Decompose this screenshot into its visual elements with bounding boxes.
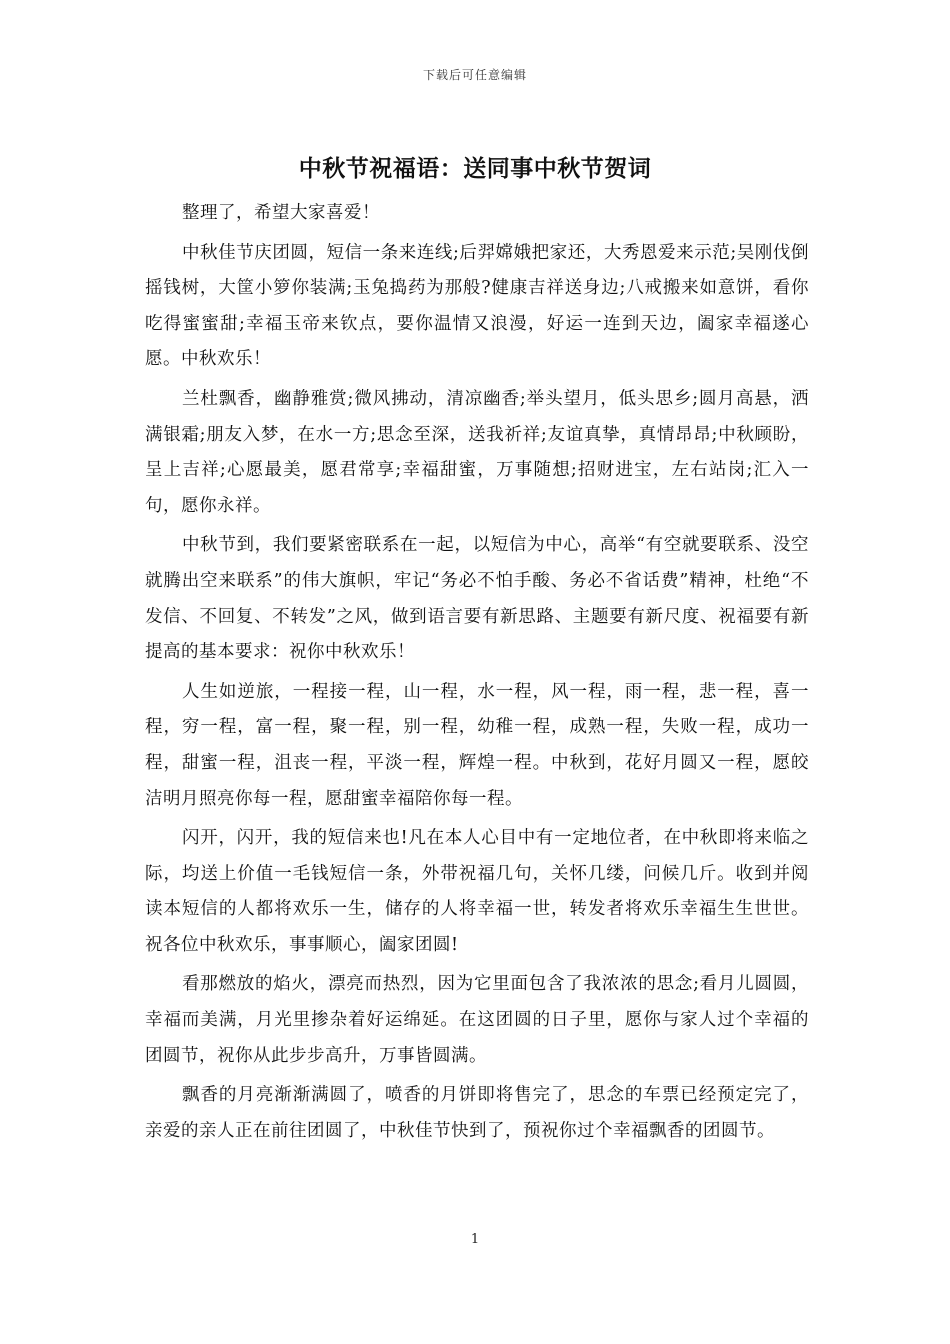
paragraph-6: 看那燃放的焰火，漂亮而热烈，因为它里面包含了我浓浓的思念;看月儿圆圆，幸福而美满，月光里掺杂着好运绵延。在这团圆的日子里，愿你与家人过个幸福的团圆节，祝你从此步步高升，万事皆圆满。: [145, 974, 809, 1066]
paragraph-7: 飘香的月亮渐渐满圆了，喷香的月饼即将售完了，思念的车票已经预定完了，亲爱的亲人正在前往团圆了，中秋佳节快到了，预祝你过个幸福飘香的团圆节。: [145, 1085, 809, 1141]
paragraph-2: 兰杜飘香，幽静雅赏;微风拂动，清凉幽香;举头望月，低头思乡;圆月高悬，洒满银霜;朋友入梦，在水一方;思念至深，送我祈祥;友谊真挚，真情昂昂;中秋顾盼，呈上吉祥;心愿最美，愿君常享;幸福甜蜜，万事随想;招财进宝，左右站岗;汇入一句，愿你永祥。: [145, 388, 809, 516]
page-number: 1: [470, 1232, 480, 1247]
document-body: [145, 196, 809, 1153]
paragraph-5: 闪开，闪开，我的短信来也!凡在本人心目中有一定地位者，在中秋即将来临之际，均送上价值一毛钱短信一条，外带祝福几句，关怀几缕，问候几斤。收到并阅读本短信的人都将欢乐一生，储存的人将幸福一世，转发者将欢乐幸福生生世世。祝各位中秋欢乐，事事顺心，阖家团圆!: [145, 828, 809, 955]
paragraph-3: 中秋节到，我们要紧密联系在一起，以短信为中心，高举“有空就要联系、没空就腾出空来联系”的伟大旗帜，牢记“务必不怕手酸、务必不省话费”精神，杜绝“不发信、不回复、不转发”之风，做到语言要有新思路、主题要有新尺度、祝福要有新提高的基本要求：祝你中秋欢乐！: [145, 535, 809, 663]
document-title: 中秋节祝福语：送同事中秋节贺词: [298, 155, 652, 182]
page-header-note: 下载后可任意编辑: [422, 68, 527, 82]
paragraph-4: 人生如逆旅，一程接一程，山一程，水一程，风一程，雨一程，悲一程，喜一程，穷一程，富一程，聚一程，别一程，幼稚一程，成熟一程，失败一程，成功一程，甜蜜一程，沮丧一程，平淡一程，辉煌一程。中秋到，花好月圆又一程，愿皎洁明月照亮你每一程，愿甜蜜幸福陪你每一程。: [145, 681, 809, 809]
paragraph-1: 中秋佳节庆团圆，短信一条来连线;后羿嫦娥把家还，大秀恩爱来示范;吴刚伐倒摇钱树，大筐小箩你装满;玉兔捣药为那般?健康吉祥送身边;八戒搬来如意饼，看你吃得蜜蜜甜;幸福玉帝来钦点，要你温情又浪漫，好运一连到天边，阖家幸福遂心愿。中秋欢乐！: [145, 242, 809, 370]
paragraph-intro: 整理了，希望大家喜爱！: [182, 203, 380, 223]
